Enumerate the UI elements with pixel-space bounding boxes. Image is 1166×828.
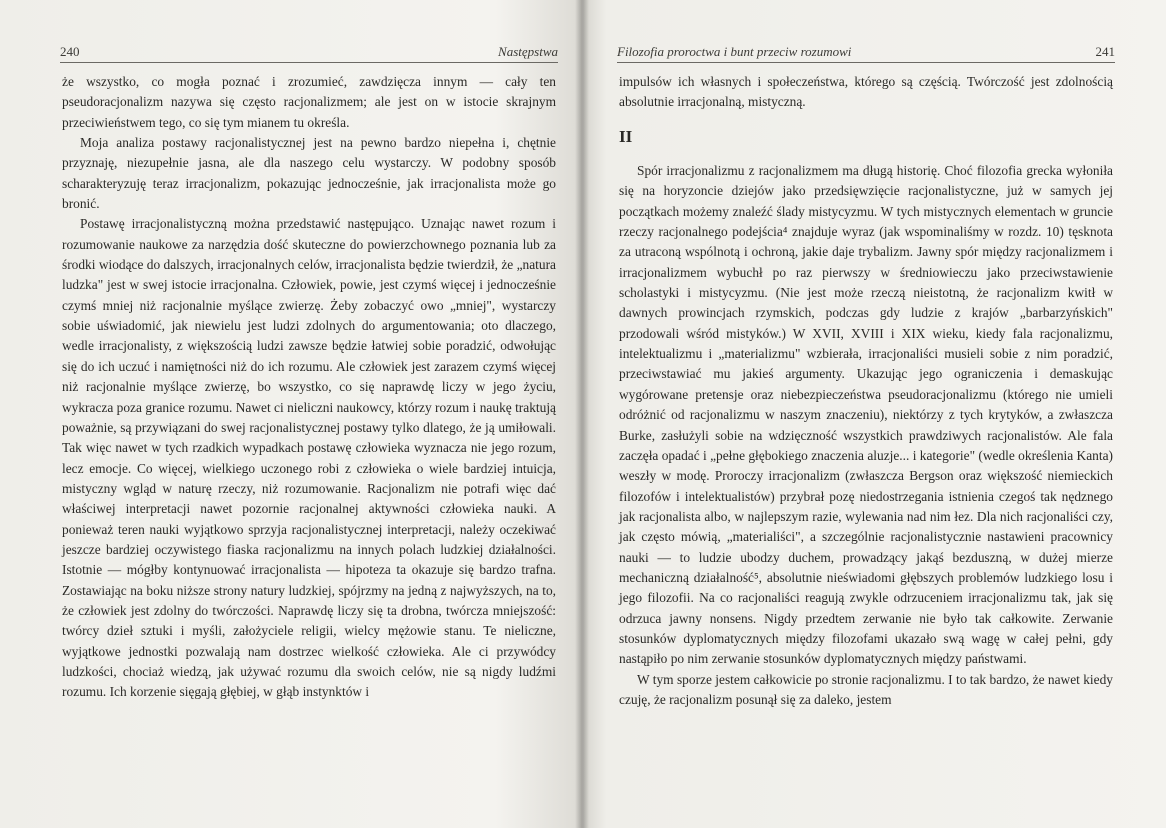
paragraph: W tym sporze jestem całkowicie po stronie racjonalizmu. I to tak bardzo, że nawet kiedy czuję, że racjonalizm posunął się za daleko, jestem: [619, 671, 1113, 707]
header-rule-left: [60, 62, 558, 63]
running-head-left: Następstwa: [498, 44, 558, 59]
running-head-right: Filozofia proroctwa i bunt przeciw rozumowi: [617, 44, 852, 59]
paragraph: Spór irracjonalizmu z racjonalizmem ma długą historię. Choć filozofia grecka wyłoniła się na horyzoncie dziejów jako przedsięwzięcie racjonalistyczne, już w samych jej początkach możemy znaleźć ślady mistycyzmu. W tych mistycznych elementach w gruncie rzeczy racjonalnego podejścia⁴ znajduje wyraz (jak wspominaliśmy w rozdz. 10) tęsknota za utraconą wspólnotą i ochroną, jakie daje trybalizm. Jawny spór między racjonalizmem i irracjonalizmem wybuchł po raz pierwszy w średniowieczu jako przeciwstawienie scholastyki i mistycyzmu. (Nie jest może rzeczą nieistotną, że racjonalizm kwitł w dawnych prowincjach rzymskich, podczas gdy ludzie z krajów „barbarzyńskich" przodowali wśród mistyków.) W XVII, XVIII i XIX wieku, kiedy fala racjonalizmu, intelektualizmu i „materializmu" wzbierała, irracjonaliści musieli sobie z nim poradzić, przeciwstawiać mu jakieś argumenty. Ukazując jego ograniczenia i demaskując wygórowane pretensje oraz niebezpieczeństwa pseudoracjonalizmu (którego nie umieli odróżnić od racjonalizmu w naszym znaczeniu), niektórzy z tych krytyków, a zwłaszcza Burke, zasłużyli sobie na wdzięczność wszystkich prawdziwych racjonalistów. Ale fala zaczęła opadać i „pełne głębokiego znaczenia aluzje... i kategorie" (wedle określenia Kanta) weszły w modę. Proroczy irracjonalizm (zwłaszcza Bergson oraz większość niemieckich filozofów i intelektualistów) przybrał pozę niedostrzegania istnienia czegoś tak nędznego jak racjonalista albo, w najlepszym razie, wylewania nad nim łez. Dla nich racjonaliści czy, jak często mówią, „materialiści", a szczególnie racjonalistycznie nastawieni pracownicy nauki — to ludzie ubodzy duchem, prowadzący jakąś bezduszną, w dużej mierze mechaniczną działalność⁵, absolutnie nieświadomi głębszych problemów ludzkiego losu i jego filozofii. Na co racjonaliści reagują zwykle odrzuceniem irracjonalizmu tak, jak się odrzuca jawny nonsens. Nigdy przedtem zerwanie nie było tak całkowite. Zerwanie stosunków dyplomatycznych między filozofami ukazało swą wagę w całej pełni, gdy nastąpiło po nim zerwanie stosunków dyplomatycznych między państwami.: [619, 163, 1113, 667]
paragraph: Postawę irracjonalistyczną można przedstawić następująco. Uznając nawet rozum i rozumowanie naukowe za narzędzia dość skuteczne do powierzchownego poznania lub za środki wiodące do dalszych, irracjonalnych celów, irracjonalista będzie twierdził, że „natura ludzka" jest w swej istocie irracjonalna. Człowiek, powie, jest czymś więcej i jednocześnie czymś mniej niż racjonalnie myślące zwierzę. Żeby zobaczyć owo „mniej", wystarczy sobie uświadomić, jak niewielu jest ludzi zdolnych do argumentowania; oto dlaczego, wedle irracjonalisty, z większością ludzi zawsze będzie łatwiej sobie poradzić, odwołując się do ich uczuć i namiętności niż do ich rozumu. Ale człowiek jest zarazem czymś więcej niż racjonalnie myślące zwierzę, bo wszystko, co się naprawdę liczy w jego życiu, wykracza poza granice rozumu. Nawet ci nieliczni naukowcy, którzy rozum i naukę traktują poważnie, są przywiązani do swej racjonalistycznej postawy tylko dlatego, że ją umiłowali. Tak więc nawet w tych rzadkich wypadkach postawę człowieka wyznacza nie jego rozum, lecz emocje. Co więcej, wielkiego uczonego robi z człowieka o wiele bardziej intuicja, mistyczny wgląd w naturę rzeczy, niż rozumowanie. Racjonalizm nie potrafi więc dać właściwej interpretacji nawet pozornie racjonalnej aktywności człowieka nauki. A ponieważ teren nauki wyjątkowo sprzyja racjonalistycznej interpretacji, należy oczekiwać jeszcze bardziej oczywistego fiaska racjonalizmu na innych polach ludzkiej działalności. Istotnie — mógłby kontynuować irracjonalista — hipoteza ta okazuje się bardzo trafna. Zostawiając na boku niższe strony natury ludzkiej, spójrzmy na jedną z najwyższych, na to, że człowiek jest zdolny do twórczości. Naprawdę liczy się ta drobna, twórcza mniejszość: twórcy dzieł sztuki i myśli, założyciele religii, wielcy mężowie stanu. Te nieliczne, wyjątkowe jednostki pozwalają nam dostrzec wielkość człowieka. Ale ci przywódcy ludzkości, chociaż wiedzą, jak używać rozumu dla swoich celów, nie są nigdy ludźmi rozumu. Ich korzenie sięgają głębiej, w głąb instynktów i: [62, 216, 556, 700]
left-page-header: [60, 44, 558, 60]
page-number-right: 241: [1095, 44, 1115, 59]
right-page: [583, 0, 1166, 828]
header-rule-right: [617, 62, 1115, 63]
right-page-text: [619, 72, 1113, 710]
left-page-text: [62, 72, 556, 703]
page-number-left: 240: [60, 44, 80, 59]
paragraph: impulsów ich własnych i społeczeństwa, którego są częścią. Twórczość jest zdolnością absolutnie irracjonalną, mistyczną.: [619, 74, 1113, 110]
section-heading: II: [619, 126, 633, 146]
right-page-header: [617, 44, 1115, 60]
book-gutter-shadow: [575, 0, 589, 828]
paragraph: Moja analiza postawy racjonalistycznej jest na pewno bardzo niepełna i, chętnie przyznaję, niezupełnie jasna, ale dla naszego celu wystarczy. W podobny sposób scharakteryzuję teraz irracjonalizm, pokazując jednocześnie, jak irracjonalista może go bronić.: [62, 135, 556, 212]
paragraph: że wszystko, co mogła poznać i zrozumieć, zawdzięcza innym — cały ten pseudoracjonalizm nazywa się często racjonalizmem; ale jest on w istocie skrajnym przeciwieństwem tego, co się tym mianem tu określa.: [62, 74, 556, 130]
